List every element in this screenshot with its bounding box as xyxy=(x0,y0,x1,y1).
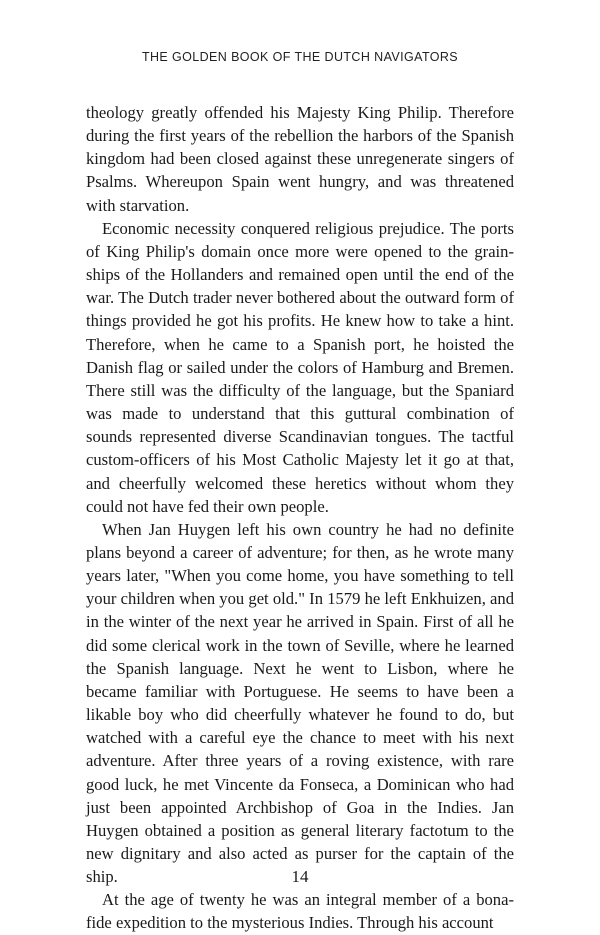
running-head: THE GOLDEN BOOK OF THE DUTCH NAVIGATORS xyxy=(141,50,459,64)
body-text xyxy=(86,101,514,935)
page-number: 14 xyxy=(291,867,309,886)
paragraph-jan-huygen: When Jan Huygen left his own country he had no definite plans beyond a career of adventure; for then, as he wrote many years later, "When you come home, you have something to tell your children when you get old." In 1579 he left Enkhuizen, and in the winter of the next year he arrived in Spain. First of all he did some clerical work in the town of Seville, where he learned the Spanish language. Next he went to Lisbon, where he became familiar with Portuguese. He seems to have been a likable boy who did cheerfully whatever he found to do, but watched with a careful eye the chance to meet with his next adventure. After three years of a roving existence, with rare good luck, he met Vincente da Fonseca, a Dominican who had just been appointed Archbishop of Goa in the Indies. Jan Huygen obtained a position as general literary factotum to the new dignitary and also acted as purser for the captain of the ship. xyxy=(86,519,514,887)
paragraph-economic-necessity: Economic necessity conquered religious prejudice. The ports of King Philip's domain once more were opened to the grain-ships of the Hollanders and remained open until the end of the war. The Dutch trader never bothered about the outward form of things provided he got his profits. He knew how to take a hint. Therefore, when he came to a Spanish port, he hoisted the Danish flag or sailed under the colors of Hamburg and Bremen. There still was the difficulty of the language, but the Spaniard was made to understand that this guttural combination of sounds represented diverse Scandinavian tongues. The tactful custom-officers of his Most Catholic Majesty let it go at that, and cheerfully welcomed these heretics without whom they could not have fed their own people. xyxy=(86,218,514,516)
paragraph-continuation: theology greatly offended his Majesty King Philip. Therefore during the first years of the rebellion the harbors of the Spanish kingdom had been closed against these unregenerate singers of Psalms. Whereupon Spain went hungry, and was threatened with starvation. xyxy=(86,103,514,215)
paragraph-age-of-twenty: At the age of twenty he was an integral member of a bona-fide expedition to the mysterious Indies. Through his account xyxy=(86,890,514,933)
